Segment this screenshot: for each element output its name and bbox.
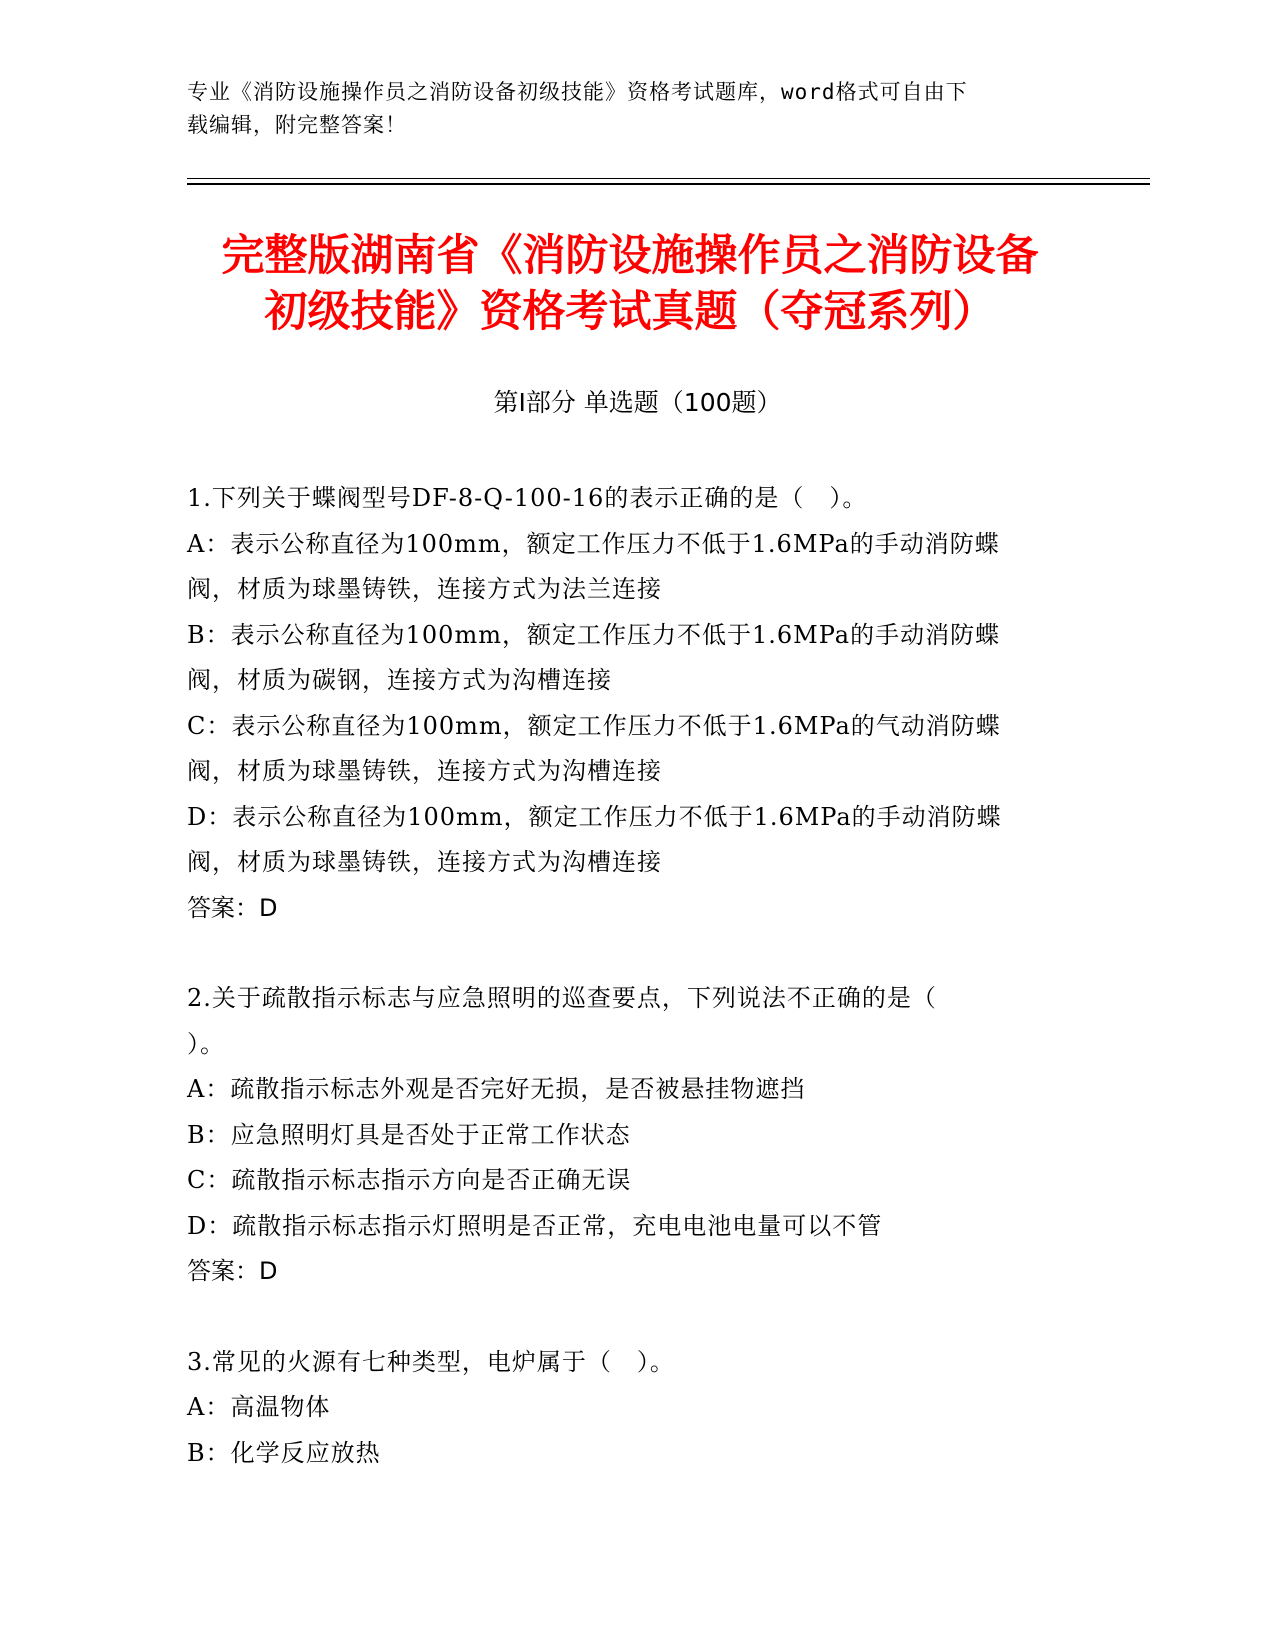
header-note <box>187 76 1067 142</box>
question-spacer <box>187 1295 1087 1340</box>
answer-text: 答案：D <box>187 893 278 922</box>
option-a-line-2: 阀，材质为球墨铸铁，连接方式为法兰连接 <box>187 575 662 603</box>
answer-text: 答案：D <box>187 1257 278 1285</box>
option-c-line-1: C：表示公称直径为100mm，额定工作压力不低于1.6MPa的气动消防蝶 <box>187 711 1001 740</box>
option-d-line-1: D：表示公称直径为100mm，额定工作压力不低于1.6MPa的手动消防蝶 <box>187 802 1002 831</box>
option-c: C：疏散指示标志指示方向是否正确无误 <box>187 1166 632 1194</box>
option-a-line-1: A：表示公称直径为100mm，额定工作压力不低于1.6MPa的手动消防蝶 <box>187 529 1000 558</box>
question-1 <box>187 476 1087 931</box>
question-stem: 2.关于疏散指示标志与应急照明的巡查要点，下列说法不正确的是（ <box>187 984 937 1012</box>
question-stem: 3.常见的火源有七种类型，电炉属于（ ）。 <box>187 1347 675 1376</box>
question-2 <box>187 976 1087 1295</box>
option-a: A：高温物体 <box>187 1393 331 1421</box>
option-b: B：化学反应放热 <box>187 1438 381 1467</box>
title-line-2: 初级技能》资格考试真题（夺冠系列） <box>264 287 996 337</box>
question-stem-continued: ）。 <box>187 1029 225 1058</box>
question-3 <box>187 1340 1087 1477</box>
header-divider-thick <box>187 183 1150 185</box>
title-line-1: 完整版湖南省《消防设施操作员之消防设备 <box>221 231 1039 281</box>
question-spacer <box>187 931 1087 976</box>
option-b: B：应急照明灯具是否处于正常工作状态 <box>187 1120 631 1149</box>
option-d-line-2: 阀，材质为球墨铸铁，连接方式为沟槽连接 <box>187 848 662 876</box>
question-list <box>187 476 1087 1476</box>
option-b-line-1: B：表示公称直径为100mm，额定工作压力不低于1.6MPa的手动消防蝶 <box>187 620 1001 649</box>
header-line-2: 载编辑，附完整答案！ <box>187 113 407 137</box>
header-divider-thin <box>187 178 1150 179</box>
header-line-1: 专业《消防设施操作员之消防设备初级技能》资格考试题库，word格式可自由下 <box>187 80 968 104</box>
option-c-line-2: 阀，材质为球墨铸铁，连接方式为沟槽连接 <box>187 757 662 785</box>
option-b-line-2: 阀，材质为碳钢，连接方式为沟槽连接 <box>187 666 612 694</box>
document-title <box>180 228 1080 340</box>
section-heading: 第Ⅰ部分 单选题（100题） <box>493 388 782 417</box>
option-a: A：疏散指示标志外观是否完好无损，是否被悬挂物遮挡 <box>187 1075 806 1103</box>
question-stem: 1.下列关于蝶阀型号DF-8-Q-100-16的表示正确的是（ ）。 <box>187 484 868 512</box>
option-d: D：疏散指示标志指示灯照明是否正常，充电电池电量可以不管 <box>187 1211 883 1240</box>
